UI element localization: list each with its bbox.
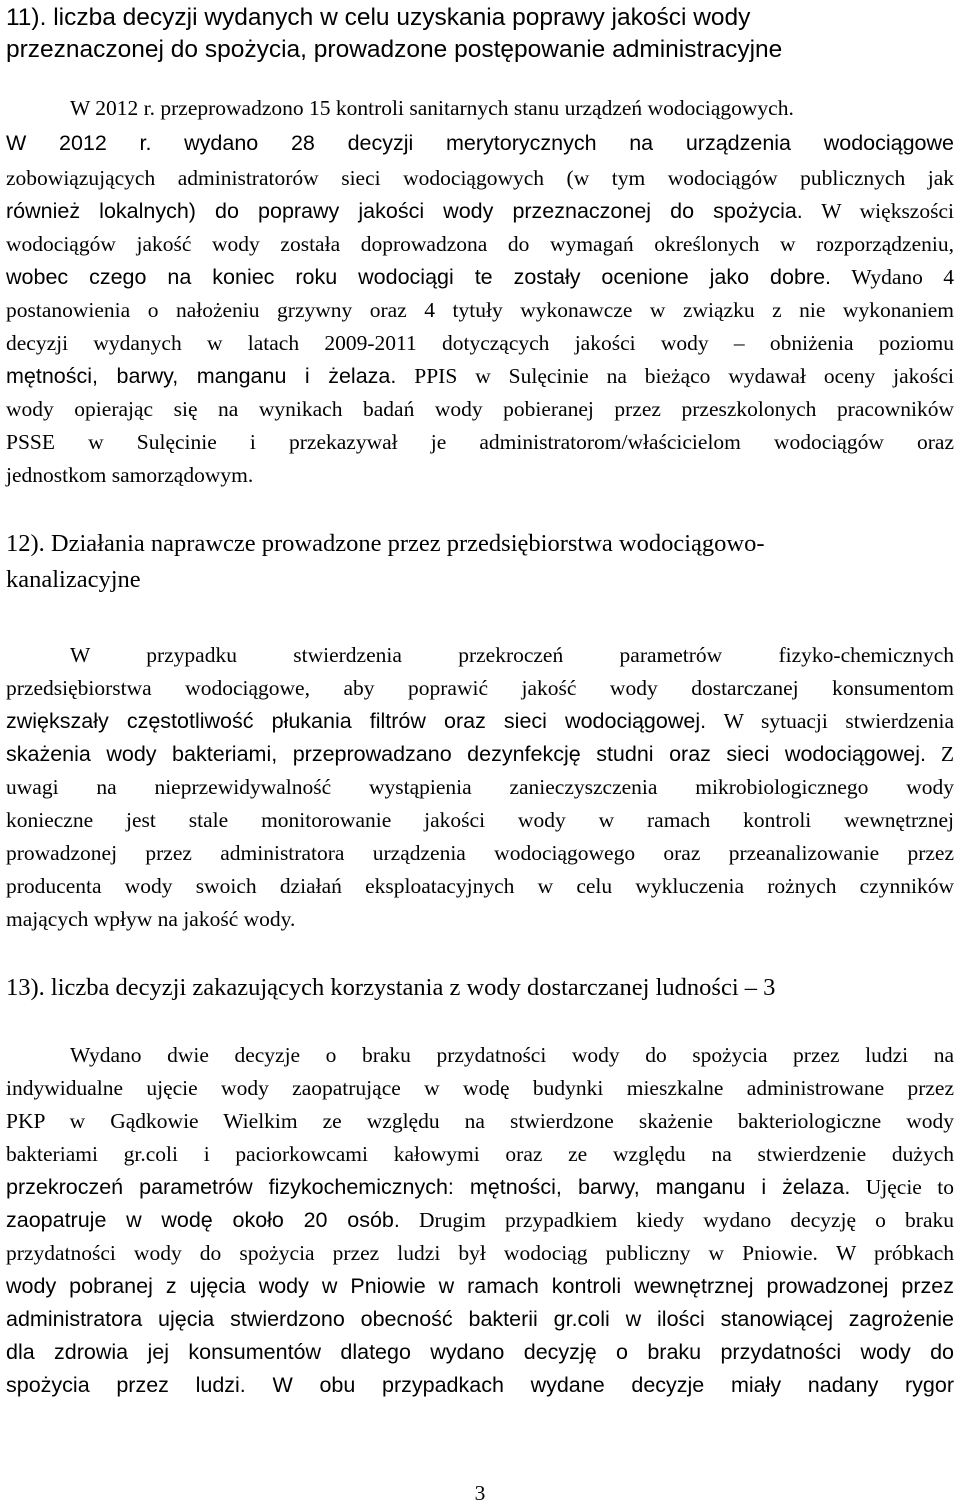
paragraph-line: [6, 1172, 954, 1202]
paragraph-segment: W sytuacji stwierdzenia: [723, 709, 954, 733]
page-number: 3: [474, 1481, 486, 1505]
paragraph-line: mających wpływ na jakość wody.: [6, 907, 296, 931]
paragraph-line: zobowiązujących administratorów sieci wodociągowych (w tym wodociągów publicznych jak: [6, 166, 954, 190]
paragraph-line: prowadzonej przez administratora urządzenia wodociągowego oraz przeanalizowanie przez: [6, 841, 954, 865]
paragraph-line: W 2012 r. wydano 28 decyzji merytorycznych na urządzenia wodociągowe: [6, 131, 954, 155]
paragraph-line: PSSE w Sulęcinie i przekazywał je administratorom/właścicielom wodociągów oraz: [6, 430, 954, 454]
document-page: [6, 0, 954, 1505]
paragraph-line: Wydano dwie decyzje o braku przydatności wody do spożycia przez ludzi na: [70, 1043, 954, 1067]
paragraph-line: [6, 1205, 954, 1235]
paragraph-line: administratora ujęcia stwierdzono obecność bakterii gr.coli w ilości stanowiącej zagrożenie: [6, 1307, 954, 1331]
section-11-heading-line-2: przeznaczonej do spożycia, prowadzone postępowanie administracyjne: [6, 36, 783, 63]
paragraph-line: przedsiębiorstwa wodociągowe, aby poprawić jakość wody dostarczanej konsumentom: [6, 676, 954, 700]
paragraph-segment: W obu przypadkach wydane decyzje miały nadany rygor: [272, 1373, 954, 1397]
paragraph-line: konieczne jest stale monitorowanie jakości wody w ramach kontroli wewnętrznej: [6, 808, 954, 832]
paragraph-line: PKP w Gądkowie Wielkim ze względu na stwierdzone skażenie bakteriologiczne wody: [6, 1109, 954, 1133]
paragraph-segment: wobec czego na koniec roku wodociągi te zostały ocenione jako dobre.: [6, 265, 832, 289]
paragraph-line: [6, 706, 954, 736]
paragraph-line: postanowienia o nałożeniu grzywny oraz 4 tytuły wykonawcze w związku z nie wykonaniem: [6, 298, 954, 322]
paragraph-segment: przekroczeń parametrów fizykochemicznych: mętności, barwy, manganu i żelaza.: [6, 1175, 851, 1199]
paragraph-segment: zwiększały częstotliwość płukania filtrów oraz sieci wodociągowej.: [6, 709, 707, 733]
paragraph-line: [6, 739, 954, 769]
section-12-title: Działania naprawcze prowadzone przez przedsiębiorstwa wodociągowo-: [50, 530, 765, 557]
paragraph-line: W 2012 r. przeprowadzono 15 kontroli sanitarnych stanu urządzeń wodociągowych.: [70, 96, 794, 120]
paragraph-line: decyzji wydanych w latach 2009-2011 dotyczących jakości wody – obniżenia poziomu: [6, 331, 954, 355]
paragraph-line: dla zdrowia jej konsumentów dlatego wydano decyzję o braku przydatności wody do: [6, 1340, 954, 1364]
paragraph-segment: Drugim przypadkiem kiedy wydano decyzję o braku: [418, 1208, 954, 1232]
section-12-heading-line-1: [6, 528, 764, 560]
paragraph-line: bakteriami gr.coli i paciorkowcami kałowymi oraz ze względu na stwierdzenie dużych: [6, 1142, 954, 1166]
paragraph-line: [6, 196, 954, 226]
paragraph-line: uwagi na nieprzewidywalność wystąpienia zanieczyszczenia mikrobiologicznego wody: [6, 775, 954, 799]
paragraph-segment: Z: [940, 742, 955, 766]
paragraph-line: W przypadku stwierdzenia przekroczeń parametrów fizyko-chemicznych: [70, 643, 954, 667]
section-13-heading: 13). liczba decyzji zakazujących korzystania z wody dostarczanej ludności – 3: [6, 974, 776, 1001]
paragraph-line: [6, 361, 954, 391]
paragraph-segment: również lokalnych) do poprawy jakości wody przeznaczonej do spożycia.: [6, 199, 803, 223]
section-12-heading-line-2: kanalizacyjne: [6, 566, 141, 593]
paragraph-segment: Wydano 4: [851, 265, 955, 289]
paragraph-line: wody opierając się na wynikach badań wody pobieranej przez przeszkolonych pracowników: [6, 397, 954, 421]
paragraph-line: [6, 1370, 954, 1400]
paragraph-segment: zaopatruje w wodę około 20 osób.: [6, 1208, 400, 1232]
paragraph-segment: W większości: [821, 199, 954, 223]
paragraph-segment: skażenia wody bakteriami, przeprowadzano dezynfekcję studni oraz sieci wodociągowej.: [6, 742, 926, 766]
paragraph-line: wodociągów jakość wody została doprowadzona do wymagań określonych w rozporządzeniu,: [6, 232, 954, 256]
paragraph-line: wody pobranej z ujęcia wody w Pniowie w ramach kontroli wewnętrznej prowadzonej przez: [6, 1274, 954, 1298]
paragraph-line: indywidualne ujęcie wody zaopatrujące w wodę budynki mieszkalne administrowane przez: [6, 1076, 954, 1100]
paragraph-segment: spożycia przez ludzi.: [6, 1373, 246, 1397]
paragraph-segment: W próbkach: [836, 1241, 955, 1265]
paragraph-line: [6, 262, 954, 292]
paragraph-line: producenta wody swoich działań eksploatacyjnych w celu wykluczenia rożnych czynników: [6, 874, 954, 898]
paragraph-line: [6, 1238, 954, 1268]
paragraph-segment: mętności, barwy, manganu i żelaza.: [6, 364, 397, 388]
paragraph-line: jednostkom samorządowym.: [6, 463, 254, 487]
paragraph-segment: Ujęcie to: [865, 1175, 955, 1199]
section-12-number: 12).: [6, 530, 45, 557]
section-11-heading-line-1: 11). liczba decyzji wydanych w celu uzyskania poprawy jakości wody: [6, 4, 751, 31]
paragraph-segment: przydatności wody do spożycia przez ludzi był wodociąg publiczny w Pniowie.: [6, 1241, 818, 1265]
paragraph-segment: PPIS w Sulęcinie na bieżąco wydawał oceny jakości: [414, 364, 955, 388]
